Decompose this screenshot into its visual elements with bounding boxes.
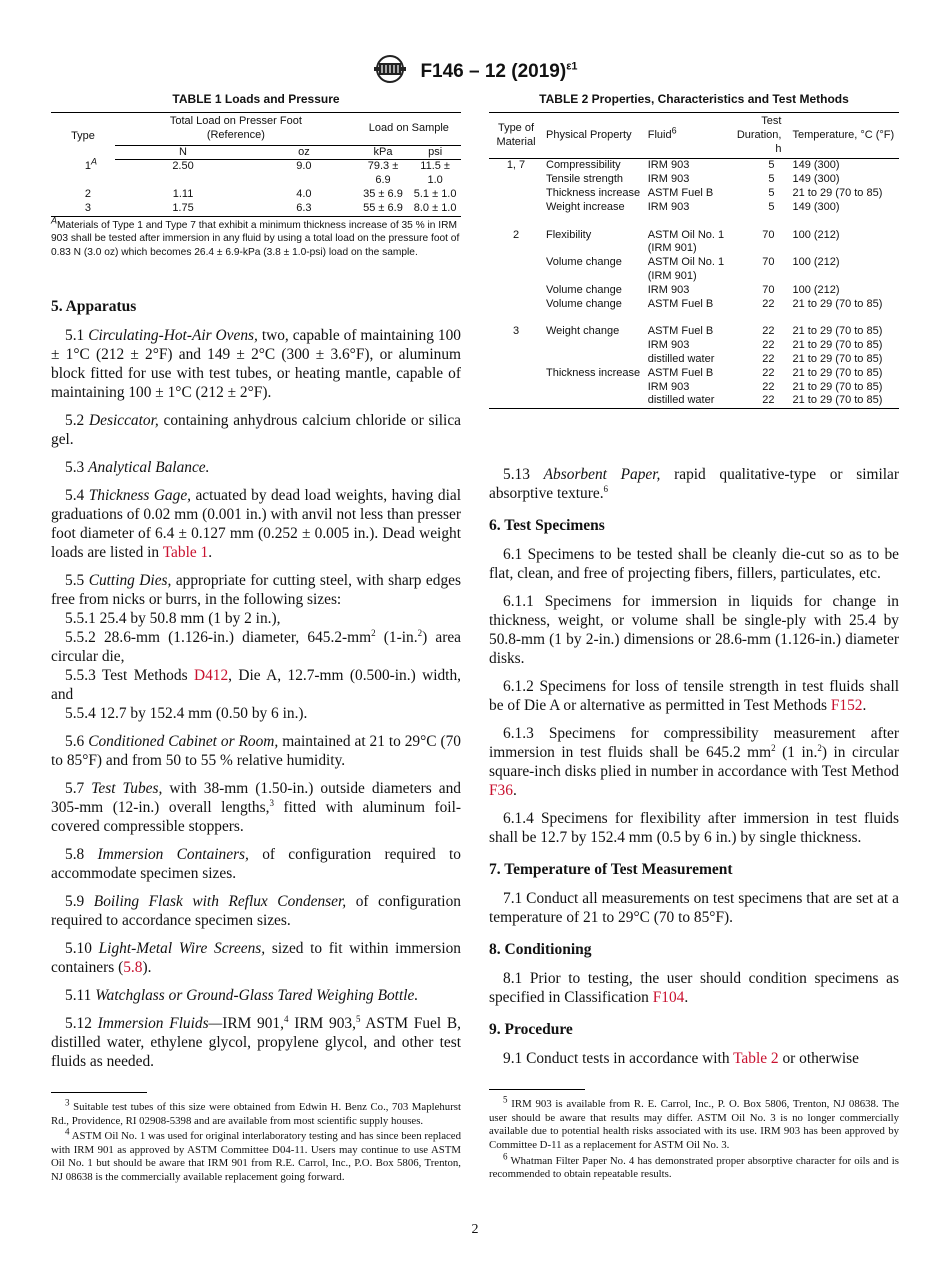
para-5-10: 5.10 Light-Metal Wire Screens, sized to fit within immersion containers (5.8).: [51, 939, 461, 976]
t2-property: Thickness increase: [546, 366, 641, 379]
table-row: [489, 270, 899, 284]
t2-property: [543, 242, 645, 256]
t2-property: Flexibility: [546, 228, 592, 241]
t2-duration: 70: [762, 256, 775, 269]
t2-type: [489, 394, 543, 408]
t1-oz: 4.0: [296, 187, 312, 200]
para-5-4: 5.4 Thickness Gage, actuated by dead load weights, having dial graduations of 0.02 mm (0.001 in.) with anvil not less than presser foot diameter of 6.4 ± 0.127 mm (0.252 ± 0.005 in.). Dead weight loads are listed in Table 1.: [51, 486, 461, 561]
t2-col-duration: Test Duration, h: [728, 113, 784, 159]
section-5-heading: 5. Apparatus: [51, 297, 137, 315]
t2-property: Tensile strength: [546, 173, 624, 186]
t2-fluid: ASTM Fuel B: [647, 186, 714, 199]
table1: [51, 112, 461, 217]
t2-property: Volume change: [546, 256, 622, 269]
footnote-rule: [51, 1092, 147, 1093]
para-6-1-2: 6.1.2 Specimens for loss of tensile strength in test fluids shall be of Die A or alternative as permitted in Test Methods F152.: [489, 678, 899, 715]
t2-type: [489, 353, 543, 367]
t1-n: 2.50: [172, 160, 194, 173]
t2-duration: 22: [762, 325, 775, 338]
t2-property: Compressibility: [546, 159, 621, 172]
t2-type: [489, 242, 543, 256]
t2-duration: 5: [768, 173, 775, 186]
t2-temperature: [784, 270, 899, 284]
t1-kpa: 55 ± 6.9: [357, 202, 410, 216]
t2-duration: [728, 270, 784, 284]
t2-property: Weight change: [546, 325, 620, 338]
para-5-8: 5.8 Immersion Containers, of configuration required to accommodate specimen sizes.: [51, 845, 461, 882]
t2-type: [489, 173, 543, 187]
para-5-5: 5.5 Cutting Dies, appropriate for cutting steel, with sharp edges free from nicks or burrs, in the following sizes:: [51, 571, 461, 608]
page-number: 2: [471, 1222, 479, 1237]
t2-property: Thickness increase: [546, 186, 641, 199]
t2-type: [489, 201, 543, 215]
table-row: [489, 229, 899, 243]
t2-fluid: ASTM Fuel B: [647, 325, 714, 338]
f104-link[interactable]: F104: [652, 989, 685, 1007]
t2-type: [489, 270, 543, 284]
t2-type: 3: [512, 325, 520, 338]
t2-property: [543, 381, 645, 395]
t2-temperature: [784, 242, 899, 256]
section-5-8-link[interactable]: 5.8: [123, 958, 143, 976]
table-row: [489, 339, 899, 353]
t2-fluid: IRM 903: [647, 200, 690, 213]
t2-temperature: 100 (212): [792, 283, 840, 296]
para-6-1-1: 6.1.1 Specimens for immersion in liquids for change in thickness, weight, or volume shall be single-ply with 25.4 by 50.8-mm (1 by 2-in.) dimensions or 28.6-mm (1.126-in.) diameter disks.: [489, 593, 899, 668]
t2-fluid: IRM 903: [647, 173, 690, 186]
para-5-11: 5.11 Watchglass or Ground-Glass Tared Weighing Bottle.: [65, 986, 419, 1004]
table-row: [51, 188, 461, 202]
t1-unit-kpa: kPa: [357, 145, 410, 160]
t2-fluid: (IRM 901): [647, 242, 697, 255]
designation: F146 – 12 $(2019)^{\varepsilon 1}$: [420, 60, 578, 82]
t1-psi: 5.1 ± 1.0: [413, 187, 457, 200]
t2-type: [489, 187, 543, 201]
t2-duration: 22: [762, 297, 775, 310]
t2-col-type: Type of Material: [489, 113, 543, 159]
para-5-13: 5.13 Absorbent Paper, rapid qualitative-type or similar absorptive texture.$^6$: [489, 466, 899, 503]
t2-temperature: 21 to 29 (70 to 85): [792, 352, 883, 365]
t1-col-type: Type: [51, 113, 115, 160]
table-row: [489, 159, 899, 173]
footnote-4: $^4$ ASTM Oil No. 1 was used for original interlaboratory testing and has since been replaced with IRM 901 as approved by ASTM Committee D04-11. Users may continue to use ASTM Oil No. 1 but should be aware that IRM 901 from R.E. Carrol, Inc., P.O. Box 5806, Trenton, NJ 08638 is the commercially available replacement going forward.: [51, 1126, 461, 1183]
table-row: [489, 201, 899, 215]
section-7-heading: 7. Temperature of Test Measurement: [489, 861, 733, 879]
t1-type: 2: [84, 187, 91, 200]
t2-fluid: ASTM Fuel B: [647, 366, 714, 379]
para-5-3: 5.3 Analytical Balance.: [65, 458, 210, 476]
table-row: [489, 173, 899, 187]
t1-n: 1.75: [115, 202, 251, 216]
t2-property: [543, 339, 645, 353]
table2-caption: TABLE 2 Properties, Characteristics and Test Methods: [539, 92, 849, 106]
table-row: [489, 187, 899, 201]
t2-property: [543, 353, 645, 367]
t2-fluid: distilled water: [645, 394, 729, 408]
t2-type: 2: [512, 228, 520, 241]
t2-type: [489, 298, 543, 312]
t2-duration: 5: [768, 159, 775, 172]
t2-duration: 22: [762, 366, 775, 379]
t1-psi: 8.0 ± 1.0: [409, 202, 461, 216]
t2-temperature: 21 to 29 (70 to 85): [792, 297, 883, 310]
t2-duration: 70: [762, 283, 775, 296]
t1-oz: 9.0: [296, 160, 312, 173]
astm-logo: [372, 54, 408, 89]
t1-psi: 11.5 ± 1.0: [420, 160, 450, 187]
t2-temperature: 21 to 29 (70 to 85): [792, 325, 883, 338]
para-5-5-1: 5.5.1 25.4 by 50.8 mm (1 by 2 in.),: [65, 609, 281, 627]
table1-caption: TABLE 1 Loads and Pressure: [172, 92, 340, 106]
table-row: [489, 256, 899, 270]
t2-type: 1, 7: [506, 159, 526, 172]
t2-property: Volume change: [546, 297, 622, 310]
t2-duration: [728, 242, 784, 256]
t2-temperature: 21 to 29 (70 to 85): [792, 186, 883, 199]
footnote-rule: [489, 1089, 585, 1090]
t2-temperature: 100 (212): [792, 228, 840, 241]
table-row: [489, 325, 899, 339]
t1-type: 1: [84, 159, 91, 172]
t2-fluid: ASTM Fuel B: [647, 297, 714, 310]
para-9-1: 9.1 Conduct tests in accordance with Table 2 or otherwise: [503, 1050, 859, 1068]
t2-property: [543, 394, 645, 408]
d412-link[interactable]: D412: [193, 666, 229, 684]
section-9-heading: 9. Procedure: [489, 1021, 573, 1039]
footnote-3: $^3$ Suitable test tubes of this size were obtained from Edwin H. Benz Co., 703 Maplehurst Rd., Providence, RI 02908-5398 and are available from most scientific supply houses.: [51, 1097, 461, 1127]
para-5-7: 5.7 Test Tubes, with 38-mm (1.50-in.) outside diameters and 305-mm (12-in.) overall lengths,$^3$ fitted with aluminum foil-covered compressible stoppers.: [51, 779, 461, 835]
t2-fluid: ASTM Oil No. 1: [647, 256, 725, 269]
para-5-9: 5.9 Boiling Flask with Reflux Condenser, of configuration required to accordance specimen sizes.: [51, 892, 461, 929]
table-row: [489, 284, 899, 298]
table-row: [489, 242, 899, 256]
t2-property: Volume change: [546, 283, 622, 296]
para-6-1: 6.1 Specimens to be tested shall be cleanly die-cut so as to be flat, clean, and free of projecting fibers, fillers, particulates, etc.: [489, 546, 899, 583]
para-5-2: 5.2 Desiccator, containing anhydrous calcium chloride or silica gel.: [51, 411, 461, 448]
para-5-5-4: 5.5.4 12.7 by 152.4 mm (0.50 by 6 in.).: [65, 704, 308, 722]
para-7-1: 7.1 Conduct all measurements on test specimens that are set at a temperature of 21 to 29°C (70 to 85°F).: [489, 890, 899, 927]
table-row: [489, 353, 899, 367]
t1-col-total-load: Total Load on Presser Foot (Reference): [115, 113, 357, 146]
t1-unit-n: N: [115, 145, 251, 160]
t1-oz: 6.3: [251, 202, 357, 216]
t2-fluid: IRM 903: [647, 283, 690, 296]
t2-type: [489, 367, 543, 381]
table1-footnote: $^A$Materials of Type 1 and Type 7 that exhibit a minimum thickness increase of 35 % in IRM 903 shall be tested after immersion in any fluid by using a total load on the pressure foot of 0.83 N (3.0 oz) which becomes 26.4 ± 6.9-kPa (3.8 ± 1.0-psi) load on the sample.: [51, 215, 460, 259]
left-column: [51, 92, 461, 1187]
t2-temperature: 21 to 29 (70 to 85): [792, 366, 883, 379]
t2-temperature: 21 to 29 (70 to 85): [792, 339, 883, 352]
t2-temperature: 149 (300): [792, 159, 840, 172]
para-5-6: 5.6 Conditioned Cabinet or Room, maintained at 21 to 29°C (70 to 85°F) and from 50 to 55 % relative humidity.: [51, 732, 461, 769]
t2-property: Weight increase: [546, 200, 625, 213]
row-gap: [489, 215, 899, 229]
t2-duration: 22: [762, 352, 775, 365]
t2-temperature: 149 (300): [792, 173, 840, 186]
t2-col-property: Physical Property: [543, 113, 645, 159]
f36-link[interactable]: F36: [489, 782, 513, 800]
t2-duration: 70: [762, 228, 775, 241]
t1-col-load-sample: Load on Sample: [357, 113, 461, 146]
t2-duration: 22: [762, 380, 775, 393]
t2-duration: 5: [768, 200, 775, 213]
table2-link[interactable]: Table 2: [733, 1050, 779, 1068]
footnote-6: $^6$ Whatman Filter Paper No. 4 has demonstrated proper absorptive character for oils and is recommended to obtain repeatable results.: [489, 1150, 899, 1181]
t2-type: [489, 381, 543, 395]
t2-duration: 22: [762, 339, 775, 352]
table-row: [489, 367, 899, 381]
t1-kpa: 79.3 ± 6.9: [367, 160, 399, 187]
t2-temperature: 100 (212): [792, 256, 840, 269]
table1-link[interactable]: Table 1: [162, 543, 209, 561]
t2-temperature: 21 to 29 (70 to 85): [792, 380, 883, 393]
t2-fluid: IRM 903: [647, 339, 690, 352]
t2-type: [489, 256, 543, 270]
t1-n: 1.11: [172, 187, 194, 200]
t1-unit-oz: oz: [251, 145, 357, 160]
epsilon-superscript: ε1: [566, 60, 578, 73]
footnote-5: $^5$ IRM 903 is available from R. E. Carrol, Inc., P. O. Box 5806, Trenton, NJ 08638. The user should be aware that results may differ. ASTM Oil No. 3 is no longer commercially available due to potential health risks associated with its use. IRM 903 has been approved by Committee D-11 as a replacement for ASTM Oil No. 3.: [489, 1094, 899, 1151]
table2: [489, 112, 899, 409]
t2-fluid: (IRM 901): [647, 269, 697, 282]
t1-unit-psi: psi: [409, 145, 461, 160]
row-gap: [489, 311, 899, 325]
t2-temperature: 149 (300): [792, 200, 840, 213]
t2-fluid: distilled water: [647, 352, 715, 365]
t2-type: [489, 339, 543, 353]
page-header: [0, 54, 950, 84]
t2-property: [543, 270, 645, 284]
table-row: [489, 298, 899, 312]
para-6-1-4: 6.1.4 Specimens for flexibility after immersion in test fluids shall be 12.7 by 152.4 mm (0.5 by 6 in.) by single thickness.: [489, 810, 899, 847]
para-5-5-3: 5.5.3 Test Methods D412, Die A, 12.7-mm (0.500-in.) width, and: [51, 666, 461, 703]
t2-duration: 5: [768, 186, 775, 199]
para-8-1: 8.1 Prior to testing, the user should condition specimens as specified in Classification F104.: [489, 970, 899, 1007]
t2-fluid: ASTM Oil No. 1: [647, 228, 725, 241]
para-5-5-2: 5.5.2 28.6-mm (1.126-in.) diameter, $645.2-mm^2$ (1-in.$^2$) area circular die,: [51, 627, 461, 665]
t2-col-temperature: Temperature, °C (°F): [784, 113, 899, 159]
para-5-12: 5.12 Immersion Fluids—IRM 901,$^4$ IRM 903,$^5$ ASTM Fuel B, distilled water, ethylene glycol, propylene glycol, and other test fluids as needed.: [51, 1013, 461, 1070]
table-row: [51, 202, 461, 216]
f152-link[interactable]: F152: [830, 697, 863, 715]
t2-duration: 22: [728, 394, 784, 408]
right-column: [489, 92, 899, 1184]
para-6-1-3: 6.1.3 Specimens for compressibility measurement after immersion in test fluids shall be 645.2 $mm^2$ (1 in.$^2$) in circular square-inch disks plied in number in accordance with Test Method F36.: [489, 725, 899, 800]
t1-type-sup: A: [90, 156, 97, 167]
t2-fluid: IRM 903: [647, 380, 690, 393]
t1-kpa: 35 ± 6.9: [363, 187, 403, 200]
t2-temperature: 21 to 29 (70 to 85): [784, 394, 899, 408]
table-row: [51, 160, 461, 188]
table-row: [489, 394, 899, 408]
table-row: [489, 381, 899, 395]
t2-type: [489, 284, 543, 298]
t1-type: 3: [51, 202, 115, 216]
t2-col-fluid: Fluid$^6$: [645, 113, 729, 159]
t2-fluid: IRM 903: [647, 159, 690, 172]
section-8-heading: 8. Conditioning: [489, 941, 592, 959]
para-5-1: 5.1 Circulating-Hot-Air Ovens, two, capable of maintaining 100 ± 1°C (212 ± 2°F) and 149 ± 2°C (300 ± 3.6°F), or aluminum block fitted for use with test tubes, or heating mantle, capable of maintaining 100 ± 1°C (212 ± 2°F).: [51, 326, 461, 401]
section-6-heading: 6. Test Specimens: [489, 517, 605, 535]
